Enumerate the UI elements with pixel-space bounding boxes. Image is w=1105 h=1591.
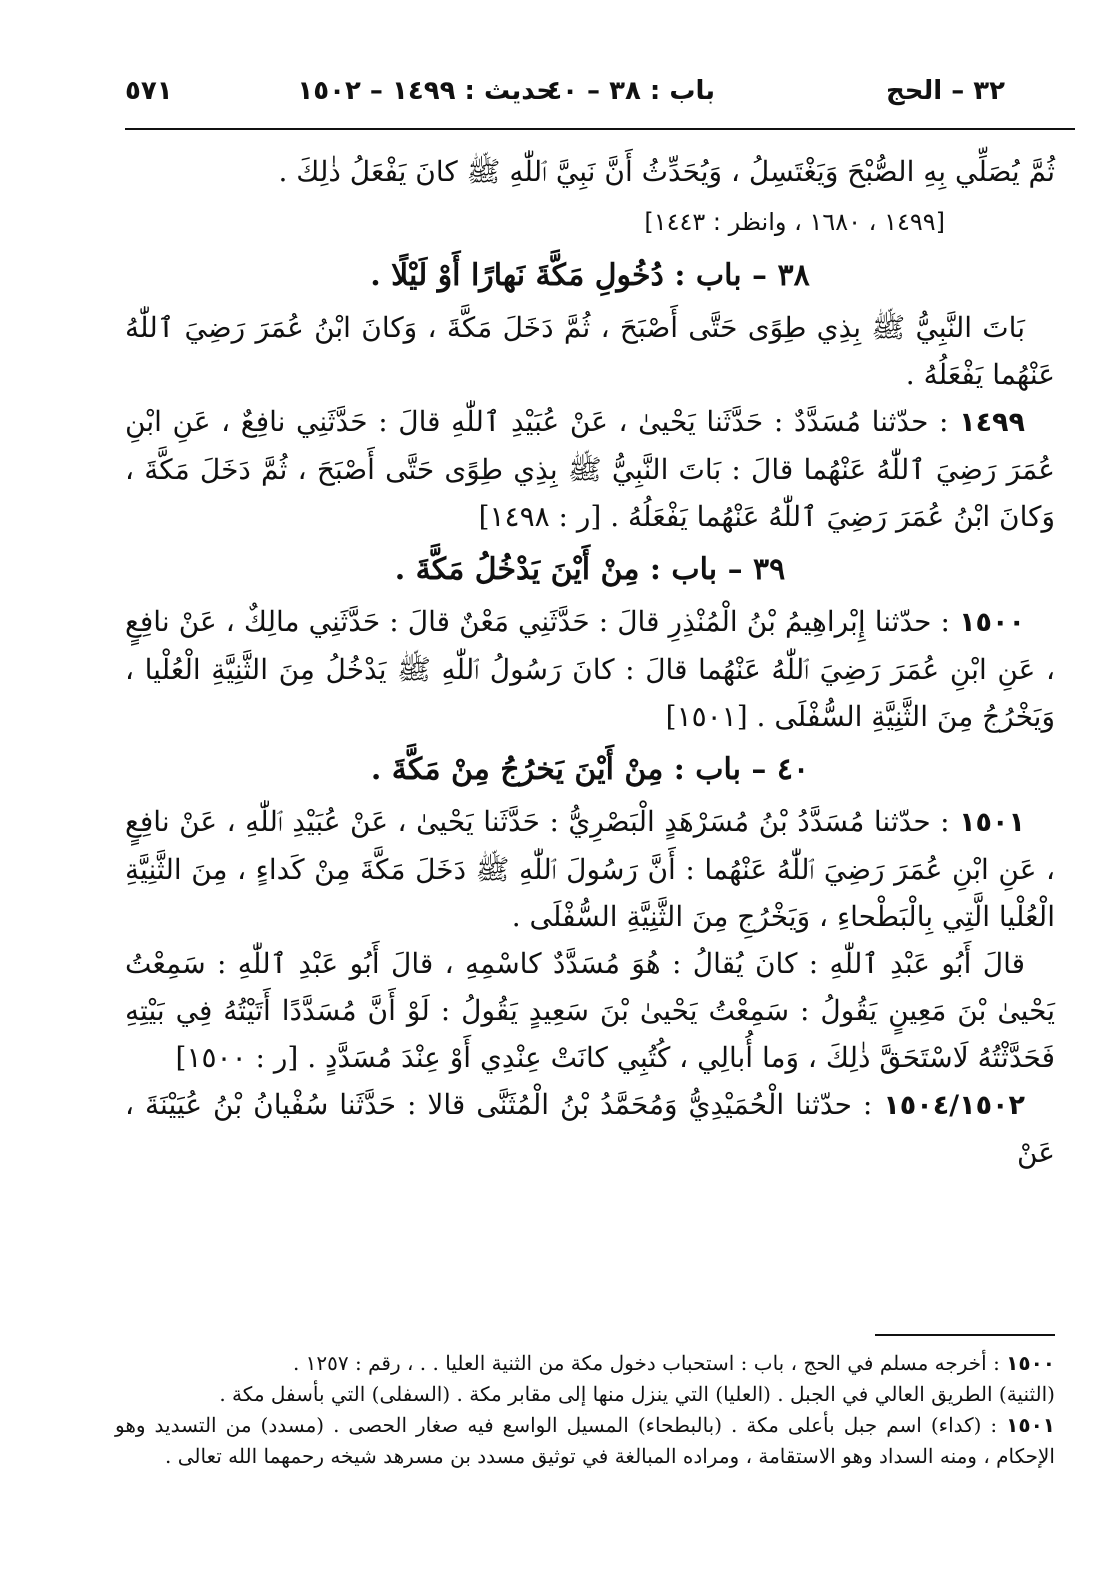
page-number: ٥٧١ xyxy=(125,76,173,106)
bab-range: باب : ٣٨ – ٤٠ xyxy=(546,76,715,106)
hadith-1500 xyxy=(125,598,1055,740)
hadith-number: ١٥٠٠ xyxy=(959,607,1025,638)
hadith-number: ١٤٩٩ xyxy=(959,407,1026,438)
footnote-1500 xyxy=(115,1348,1055,1379)
footnote-1501 xyxy=(115,1410,1055,1472)
hadith-text: : حدّثنا مُسَدَّدُ بْنُ مُسَرْهَدٍ الْبَصْرِيُّ : حَدَّثَنا يَحْيىٰ ، عَنْ عُبَيْدِ ٱللّٰهِ ، عَنْ نافِعٍ ، عَنِ ابْنِ عُمَرَ رَضِيَ ٱللّٰهُ عَنْهُما : أَنَّ رَسُولَ ٱللّٰهِ ﷺ دَخَلَ مَكَّةَ مِنْ كَداءٍ ، مِنَ الثَّنِيَّةِ الْعُلْيا الَّتِي بِالْبَطْحاءِ ، وَيَخْرُجِ مِنَ الثَّنِيَّةِ السُّفْلَى . xyxy=(125,805,1055,933)
hadith-1499 xyxy=(125,398,1055,540)
bab-39-heading: ٣٩ – باب : مِنْ أَيْنَ يَدْخُلُ مَكَّةَ . xyxy=(394,552,786,587)
hadith-1501 xyxy=(125,798,1055,940)
hadith-range: حديث : ١٤٩٩ – ١٥٠٢ xyxy=(297,76,555,106)
hadith-text: : حدّثنا الْحُمَيْدِيُّ وَمُحَمَّدُ بْنُ الْمُثَنَّى قالا : حَدَّثَنا سُفْيانُ بْنُ عُيَيْنَةَ ، عَنْ xyxy=(125,1088,1055,1169)
footnote-number: ١٥٠١ xyxy=(1006,1413,1055,1437)
chapter-title: ٣٢ – الحج xyxy=(885,76,1005,106)
footnotes xyxy=(115,1348,1055,1472)
footnote-text: : (كداء) اسم جبل بأعلى مكة . (بالبطحاء) المسيل الواسع فيه صغار الحصى . (مسدد) من التسديد وهو الإحكام ، ومنه السداد وهو الاستقامة ، ومراده المبالغة في توثيق مسدد بن مسرهد شيخه رحمهما الله تعالى . xyxy=(115,1413,1055,1468)
hadith-number: ١٥٠٤/١٥٠٢ xyxy=(883,1090,1026,1121)
commentary-paragraph: قالَ أَبُو عَبْدِ ٱللّٰهِ : كانَ يُقالُ : هُوَ مُسَدَّدٌ كاسْمِهِ ، قالَ أَبُو عَبْدِ ٱللّٰهِ : سَمِعْتُ يَحْيىٰ بْنَ مَعِينٍ يَقُولُ : سَمِعْتُ يَحْيىٰ بْنَ سَعِيدٍ يَقُولُ : لَوْ أَنَّ مُسَدَّدًا أَتَيْتُهُ فِي بَيْتِهِ فَحَدَّثْتُهُ لَاسْتَحَقَّ ذٰلِكَ ، وَما أُبالِي ، كُتُبِي كانَتْ عِنْدِي أَوْ عِنْدَ مُسَدَّدٍ . [ر : ١٥٠٠] xyxy=(125,947,1055,1074)
header-rule xyxy=(125,128,1075,130)
bab-40-heading: ٤٠ – باب : مِنْ أَيْنَ يَخرُجُ مِنْ مَكَّةَ . xyxy=(370,752,810,787)
footnote-number: ١٥٠٠ xyxy=(1006,1351,1055,1375)
cross-reference: [١٤٩٩ ، ١٦٨٠ ، وانظر : ١٤٤٣] xyxy=(644,208,945,236)
hadith-1502 xyxy=(125,1081,1055,1176)
hadith-text: : حدّثنا مُسَدَّدٌ : حَدَّثَنا يَحْيىٰ ، عَنْ عُبَيْدِ ٱللّٰهِ قالَ : حَدَّثَنِي نافِعٌ ، عَنِ ابْنِ عُمَرَ رَضِيَ ٱللّٰهُ عَنْهُما قالَ : بَاتَ النَّبِيُّ ﷺ بِذِي طِوًى حَتَّى أَصْبَحَ ، ثُمَّ دَخَلَ مَكَّةَ ، وَكانَ ابْنُ عُمَرَ رَضِيَ ٱللّٰهُ عَنْهُما يَفْعَلُهُ . [ر : ١٤٩٨] xyxy=(125,405,1055,533)
bab-38-heading: ٣٨ – باب : دُخُولِ مَكَّةَ نَهارًا أَوْ لَيْلًا . xyxy=(370,258,810,293)
hadith-text: : حدّثنا إِبْراهِيمُ بْنُ الْمُنْذِرِ قالَ : حَدَّثَنِي مَعْنٌ قالَ : حَدَّثَنِي مالِكٌ ، عَنْ نافِعٍ ، عَنِ ابْنِ عُمَرَ رَضِيَ ٱللّٰهُ عَنْهُما قالَ : كانَ رَسُولُ ٱللّٰهِ ﷺ يَدْخُلُ مِنَ الثَّنِيَّةِ الْعُلْيا ، وَيَخْرُجُ مِنَ الثَّنِيَّةِ السُّفْلَى . [١٥٠١] xyxy=(125,605,1055,733)
footnote-1500-gloss: (الثنية) الطريق العالي في الجبل . (العليا) التي ينزل منها إلى مقابر مكة . (السفلى) التي بأسفل مكة . xyxy=(219,1382,1055,1406)
running-header xyxy=(125,70,1075,110)
footnote-rule xyxy=(875,1334,1055,1336)
bab-38-intro: بَاتَ النَّبِيُّ ﷺ بِذِي طِوًى حَتَّى أَصْبَحَ ، ثُمَّ دَخَلَ مَكَّةَ ، وَكانَ ابْنُ عُمَرَ رَضِيَ ٱللّٰهُ عَنْهُما يَفْعَلُهُ . xyxy=(125,311,1055,391)
footnote-text: : أخرجه مسلم في الحج ، باب : استحباب دخول مكة من الثنية العليا . . ، رقم : ١٢٥٧ . xyxy=(292,1351,1000,1375)
main-text xyxy=(125,148,1055,1176)
continuation-paragraph: ثُمَّ يُصَلِّي بِهِ الصُّبْحَ وَيَغْتَسِلُ ، وَيُحَدِّثُ أَنَّ نَبِيَّ ٱللّٰهِ ﷺ كانَ يَفْعَلُ ذٰلِكَ . xyxy=(278,155,1055,188)
hadith-number: ١٥٠١ xyxy=(959,807,1025,838)
